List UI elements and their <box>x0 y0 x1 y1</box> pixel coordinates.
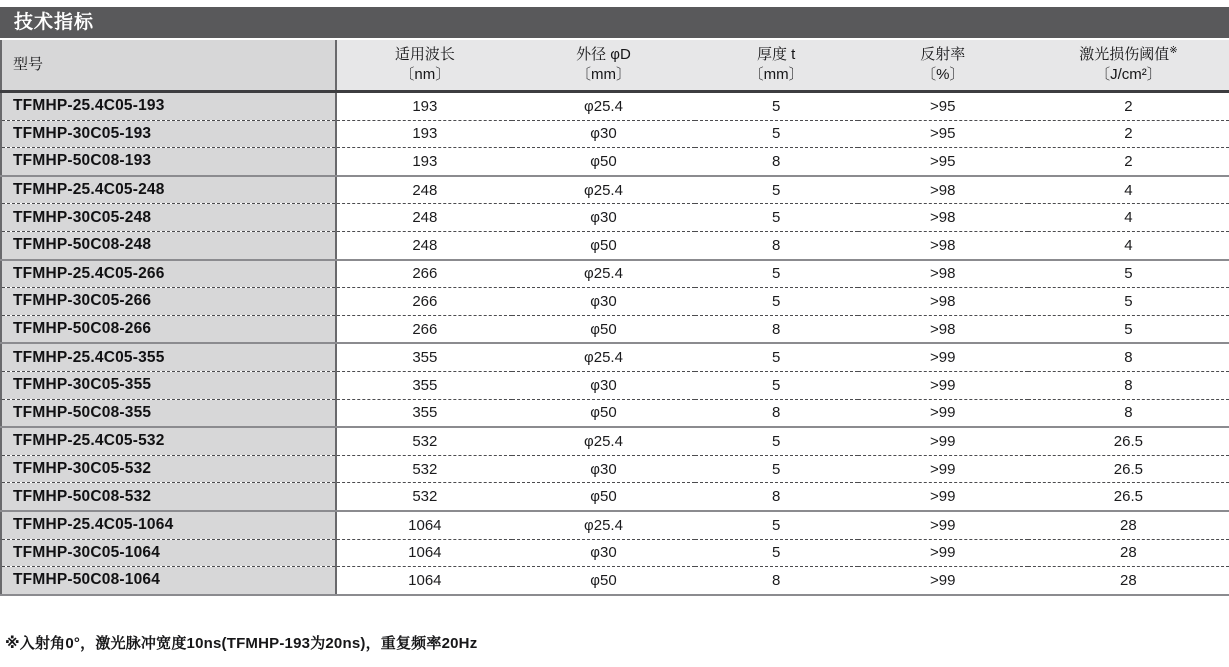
cell-diameter: φ30 <box>512 120 694 148</box>
column-label: 激光损伤阈值※ <box>1079 45 1178 63</box>
cell-thickness: 5 <box>695 176 858 204</box>
cell-diameter: φ50 <box>512 231 694 259</box>
cell-reflectivity: >99 <box>858 343 1028 371</box>
cell-model: TFMHP-25.4C05-193 <box>1 92 336 121</box>
cell-reflectivity: >99 <box>858 399 1028 427</box>
cell-threshold: 5 <box>1028 288 1229 316</box>
table-row <box>1 539 1229 567</box>
cell-reflectivity: >95 <box>858 120 1028 148</box>
cell-thickness: 5 <box>695 204 858 232</box>
cell-diameter: φ50 <box>512 567 694 595</box>
column-unit: 〔nm〕 <box>399 66 451 83</box>
column-header-reflectivity <box>858 40 1028 92</box>
footnote-marker-icon: ※ <box>1169 45 1178 56</box>
cell-threshold: 8 <box>1028 343 1229 371</box>
column-label: 适用波长 <box>394 46 455 63</box>
cell-wavelength: 248 <box>336 176 512 204</box>
cell-diameter: φ30 <box>512 288 694 316</box>
spec-table <box>0 40 1229 596</box>
column-header-wavelength <box>336 40 512 92</box>
table-row <box>1 260 1229 288</box>
cell-model: TFMHP-50C08-248 <box>1 231 336 259</box>
cell-diameter: φ30 <box>512 539 694 567</box>
cell-thickness: 8 <box>695 315 858 343</box>
cell-thickness: 8 <box>695 483 858 511</box>
cell-model: TFMHP-30C05-248 <box>1 204 336 232</box>
cell-wavelength: 193 <box>336 120 512 148</box>
cell-diameter: φ25.4 <box>512 427 694 455</box>
table-row <box>1 204 1229 232</box>
cell-threshold: 26.5 <box>1028 455 1229 483</box>
cell-model: TFMHP-50C08-532 <box>1 483 336 511</box>
cell-thickness: 5 <box>695 511 858 539</box>
section-title: 技术指标 <box>14 12 95 33</box>
cell-diameter: φ50 <box>512 315 694 343</box>
column-unit: 〔mm〕 <box>575 66 631 83</box>
cell-diameter: φ30 <box>512 204 694 232</box>
cell-thickness: 5 <box>695 288 858 316</box>
cell-reflectivity: >98 <box>858 315 1028 343</box>
column-unit: 〔%〕 <box>921 66 965 83</box>
column-label: 型号 <box>13 56 44 73</box>
cell-reflectivity: >99 <box>858 455 1028 483</box>
column-label: 厚度 t <box>756 46 796 63</box>
cell-threshold: 28 <box>1028 511 1229 539</box>
cell-threshold: 4 <box>1028 176 1229 204</box>
cell-diameter: φ25.4 <box>512 176 694 204</box>
cell-wavelength: 1064 <box>336 567 512 595</box>
cell-diameter: φ25.4 <box>512 343 694 371</box>
cell-wavelength: 266 <box>336 315 512 343</box>
cell-threshold: 2 <box>1028 148 1229 176</box>
cell-threshold: 5 <box>1028 315 1229 343</box>
cell-diameter: φ25.4 <box>512 92 694 121</box>
cell-reflectivity: >99 <box>858 539 1028 567</box>
cell-model: TFMHP-50C08-193 <box>1 148 336 176</box>
cell-thickness: 5 <box>695 92 858 121</box>
table-row <box>1 343 1229 371</box>
cell-diameter: φ30 <box>512 371 694 399</box>
cell-thickness: 5 <box>695 427 858 455</box>
cell-threshold: 8 <box>1028 399 1229 427</box>
cell-threshold: 2 <box>1028 120 1229 148</box>
cell-model: TFMHP-25.4C05-248 <box>1 176 336 204</box>
cell-thickness: 5 <box>695 260 858 288</box>
cell-model: TFMHP-50C08-355 <box>1 399 336 427</box>
table-row <box>1 148 1229 176</box>
cell-reflectivity: >98 <box>858 204 1028 232</box>
cell-diameter: φ25.4 <box>512 260 694 288</box>
cell-thickness: 8 <box>695 399 858 427</box>
cell-model: TFMHP-50C08-1064 <box>1 567 336 595</box>
column-unit: 〔mm〕 <box>748 66 804 83</box>
cell-threshold: 26.5 <box>1028 483 1229 511</box>
table-row <box>1 399 1229 427</box>
cell-threshold: 28 <box>1028 567 1229 595</box>
table-row <box>1 315 1229 343</box>
cell-wavelength: 248 <box>336 231 512 259</box>
cell-threshold: 8 <box>1028 371 1229 399</box>
table-row <box>1 288 1229 316</box>
cell-threshold: 4 <box>1028 204 1229 232</box>
cell-thickness: 5 <box>695 343 858 371</box>
cell-wavelength: 532 <box>336 483 512 511</box>
cell-wavelength: 355 <box>336 343 512 371</box>
table-row <box>1 231 1229 259</box>
cell-threshold: 5 <box>1028 260 1229 288</box>
cell-model: TFMHP-25.4C05-355 <box>1 343 336 371</box>
table-row <box>1 483 1229 511</box>
cell-thickness: 8 <box>695 148 858 176</box>
cell-thickness: 5 <box>695 539 858 567</box>
cell-thickness: 5 <box>695 120 858 148</box>
column-label: 外径 φD <box>576 46 631 63</box>
cell-diameter: φ30 <box>512 455 694 483</box>
spec-table-body <box>1 92 1229 595</box>
cell-wavelength: 532 <box>336 427 512 455</box>
cell-diameter: φ50 <box>512 399 694 427</box>
column-header-thickness <box>695 40 858 92</box>
cell-reflectivity: >98 <box>858 260 1028 288</box>
cell-model: TFMHP-25.4C05-266 <box>1 260 336 288</box>
cell-wavelength: 193 <box>336 148 512 176</box>
cell-reflectivity: >99 <box>858 483 1028 511</box>
cell-reflectivity: >99 <box>858 371 1028 399</box>
cell-threshold: 2 <box>1028 92 1229 121</box>
column-header-diameter <box>512 40 694 92</box>
cell-model: TFMHP-30C05-1064 <box>1 539 336 567</box>
cell-thickness: 5 <box>695 455 858 483</box>
footnote: ※入射角0°，激光脉冲宽度10ns(TFMHP-193为20ns)，重复频率20Hz <box>5 635 478 652</box>
header-row <box>1 40 1229 92</box>
cell-model: TFMHP-50C08-266 <box>1 315 336 343</box>
cell-model: TFMHP-25.4C05-1064 <box>1 511 336 539</box>
cell-model: TFMHP-30C05-193 <box>1 120 336 148</box>
column-label: 反射率 <box>920 46 966 63</box>
cell-wavelength: 1064 <box>336 511 512 539</box>
cell-thickness: 8 <box>695 231 858 259</box>
cell-thickness: 5 <box>695 371 858 399</box>
column-unit: 〔J/cm²〕 <box>1095 66 1162 83</box>
cell-reflectivity: >98 <box>858 288 1028 316</box>
cell-reflectivity: >99 <box>858 511 1028 539</box>
table-row <box>1 371 1229 399</box>
cell-diameter: φ50 <box>512 483 694 511</box>
cell-thickness: 8 <box>695 567 858 595</box>
cell-diameter: φ50 <box>512 148 694 176</box>
cell-model: TFMHP-30C05-266 <box>1 288 336 316</box>
cell-wavelength: 248 <box>336 204 512 232</box>
table-row <box>1 176 1229 204</box>
cell-threshold: 28 <box>1028 539 1229 567</box>
cell-wavelength: 266 <box>336 288 512 316</box>
cell-wavelength: 193 <box>336 92 512 121</box>
cell-threshold: 26.5 <box>1028 427 1229 455</box>
column-header-model <box>1 40 336 92</box>
cell-threshold: 4 <box>1028 231 1229 259</box>
cell-wavelength: 532 <box>336 455 512 483</box>
table-row <box>1 567 1229 595</box>
cell-reflectivity: >98 <box>858 176 1028 204</box>
table-row <box>1 455 1229 483</box>
table-row <box>1 511 1229 539</box>
cell-wavelength: 355 <box>336 399 512 427</box>
cell-reflectivity: >95 <box>858 92 1028 121</box>
cell-model: TFMHP-30C05-532 <box>1 455 336 483</box>
cell-reflectivity: >99 <box>858 567 1028 595</box>
table-row <box>1 92 1229 121</box>
column-header-threshold <box>1028 40 1229 92</box>
cell-reflectivity: >95 <box>858 148 1028 176</box>
cell-wavelength: 355 <box>336 371 512 399</box>
cell-model: TFMHP-30C05-355 <box>1 371 336 399</box>
cell-model: TFMHP-25.4C05-532 <box>1 427 336 455</box>
cell-wavelength: 266 <box>336 260 512 288</box>
section-title-bar <box>0 7 1229 38</box>
table-row <box>1 120 1229 148</box>
cell-reflectivity: >98 <box>858 231 1028 259</box>
cell-reflectivity: >99 <box>858 427 1028 455</box>
cell-wavelength: 1064 <box>336 539 512 567</box>
table-row <box>1 427 1229 455</box>
cell-diameter: φ25.4 <box>512 511 694 539</box>
